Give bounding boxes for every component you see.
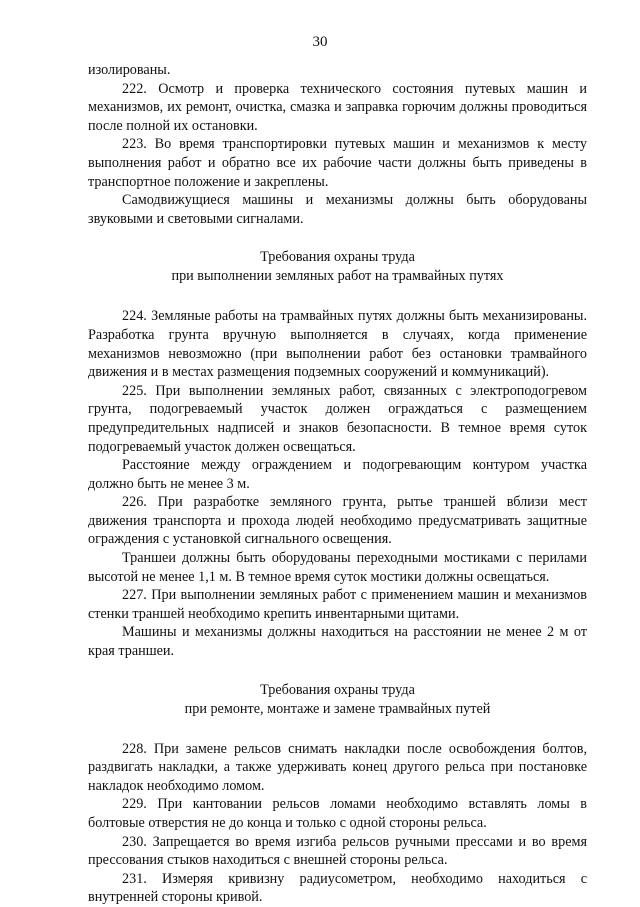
paragraph: 228. При замене рельсов снимать накладки после освобождения болтов, раздвигать накладки, а также удерживать конец другого рельса при постановке накладок необходимо ломом. [88,740,587,794]
section-heading-title: Требования охраны труда [260,249,415,266]
section-heading-subtitle: при выполнении земляных работ на трамвайных путях [171,268,504,285]
paragraph: Траншеи должны быть оборудованы переходными мостиками с перилами высотой не менее 1,1 м. В темное время суток мостики должны освещаться. [88,550,587,585]
paragraph: 224. Земляные работы на трамвайных путях должны быть механизированы. Разработка грунта вручную выполняется в случаях, когда применение механизмов невозможно (при выполнении работ без остановки трамвайного движения и в местах размещения подземных сооружений и коммуникаций). [88,308,587,381]
paragraph: Машины и механизмы должны находиться на расстоянии не менее 2 м от края траншеи. [88,624,587,660]
paragraph: 227. При выполнении земляных работ с применением машин и механизмов стенки траншей необходимо крепить инвентарными щитами. [88,587,587,622]
section-heading [88,681,587,719]
paragraph: 231. Измеряя кривизну радиусометром, необходимо находиться с внутренней стороны кривой. [88,870,587,906]
paragraph: 229. При кантовании рельсов ломами необходимо вставлять ломы в болтовые отверстия не до конца и только с одной стороны рельса. [88,796,587,831]
section-heading-title: Требования охраны труда [260,681,415,698]
section-heading [88,248,587,286]
paragraph: 226. При разработке земляного грунта, рытье траншей вблизи мест движения транспорта и прохода людей необходимо предусматривать защитные ограждения с установкой сигнального освещения. [88,494,587,548]
paragraph: Самодвижущиеся машины и механизмы должны быть оборудованы звуковыми и световыми сигналами. [88,192,587,227]
paragraph: 230. Запрещается во время изгиба рельсов ручными прессами и во время прессования стыков находиться с внешней стороны рельса. [88,833,587,869]
paragraph: изолированы. [88,62,171,78]
paragraph: 223. Во время транспортировки путевых машин и механизмов к месту выполнения работ и обратно все их рабочие части должны быть приведены в транспортное положение и закреплены. [88,136,587,190]
paragraph: Расстояние между ограждением и подогревающим контуром участка должно быть не менее 3 м. [88,457,587,492]
page-number: 30 [312,34,328,50]
paragraph: 225. При выполнении земляных работ, связанных с электроподогревом грунта, подогреваемый участок должен ограждаться с размещением предупредительных надписей и знаков безопасности. В темное время суток подогреваемый участок должен освещаться. [88,382,587,455]
document-body [88,61,587,907]
section-heading-subtitle: при ремонте, монтаже и замене трамвайных путей [184,700,491,717]
paragraph: 222. Осмотр и проверка технического состояния путевых машин и механизмов, их ремонт, очистка, смазка и заправка горючим должны проводиться после полной их остановки. [88,80,587,134]
